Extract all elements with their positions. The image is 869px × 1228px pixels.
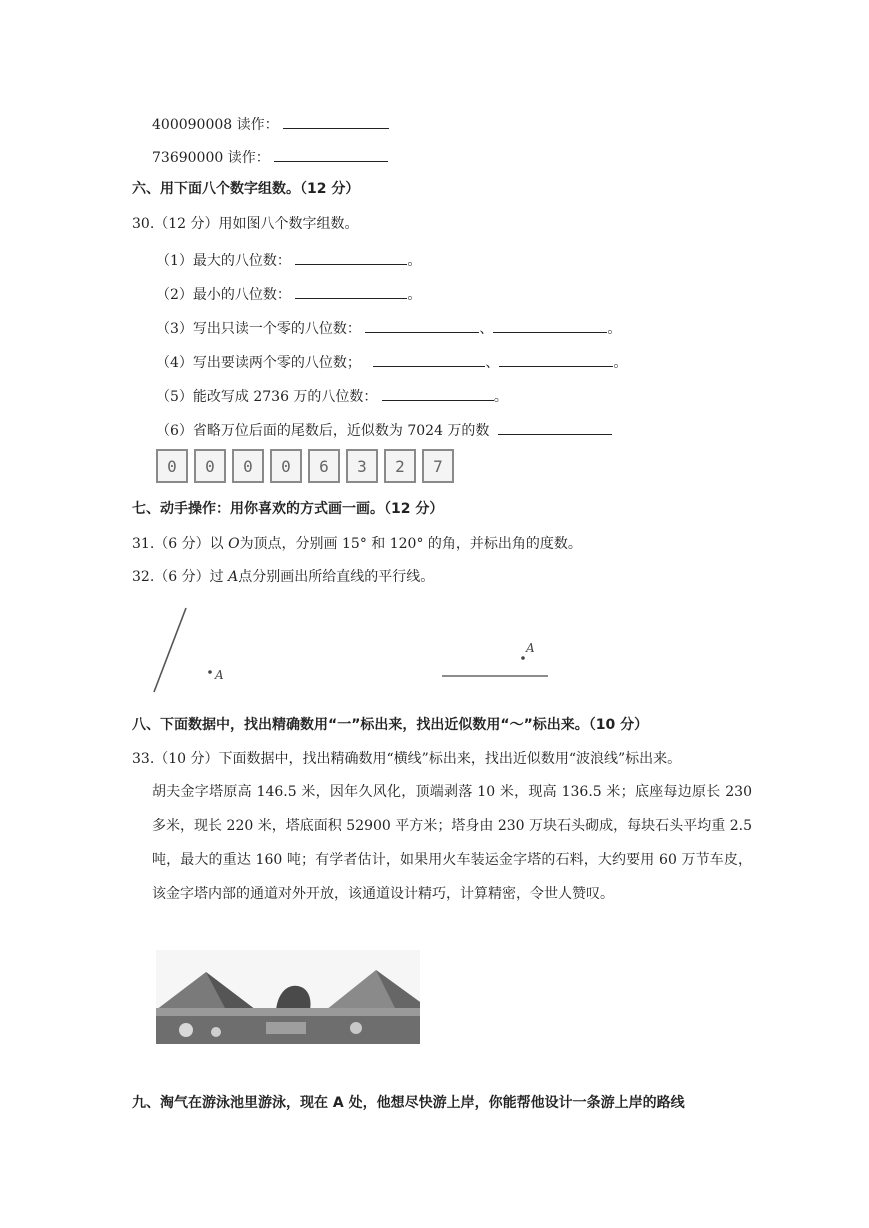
digit-cards <box>156 449 454 483</box>
end-mark: 。 <box>607 321 622 337</box>
section8-heading: 八、下面数据中，找出精确数用“一”标出来，找出近似数用“～”标出来。（10 分） <box>132 717 649 733</box>
q30-sub1 <box>156 250 421 270</box>
answer-blank[interactable] <box>283 114 389 129</box>
sub-label: （4）写出要读两个零的八位数； <box>156 355 361 371</box>
read-label: 读作： <box>227 150 270 166</box>
photo-rock <box>211 1027 221 1037</box>
sub-label: （5）能改写成 2736 万的八位数： <box>156 389 378 405</box>
answer-blank[interactable] <box>382 386 494 401</box>
answer-blank[interactable] <box>274 147 388 162</box>
photo-wall <box>156 1008 420 1016</box>
q31 <box>132 535 582 553</box>
answer-blank[interactable] <box>295 250 407 265</box>
answer-blank[interactable] <box>373 352 485 367</box>
digit-card: 6 <box>308 449 340 483</box>
separator: 、 <box>485 355 500 371</box>
photo-rock <box>179 1023 193 1037</box>
digit-card: 2 <box>384 449 416 483</box>
point-a-right <box>521 656 525 660</box>
end-mark: 。 <box>613 355 628 371</box>
section6-heading: 六、用下面八个数字组数。（12 分） <box>132 181 360 197</box>
number-text: 73690000 <box>152 150 224 166</box>
parallel-lines-figure <box>140 600 580 700</box>
answer-blank[interactable] <box>493 318 607 333</box>
q30-sub2 <box>156 284 421 304</box>
q30-sub6 <box>156 420 612 440</box>
number-text: 400090008 <box>152 117 233 133</box>
point-a-right-label: A <box>526 641 535 655</box>
sub-label: （6）省略万位后面的尾数后，近似数为 7024 万的数 <box>156 423 490 439</box>
q31-suffix: 为顶点，分别画 15° 和 120° 的角，并标出角的度数。 <box>239 536 582 552</box>
answer-blank[interactable] <box>365 318 479 333</box>
pyramid-photo <box>156 950 420 1044</box>
read-item-1 <box>152 114 389 134</box>
end-mark: 。 <box>493 389 508 405</box>
end-mark: 。 <box>407 253 422 269</box>
q31-prefix: 31.（6 分）以 <box>132 536 229 552</box>
photo-ruin <box>266 1022 306 1034</box>
q30-sub5 <box>156 386 508 406</box>
q30-sub4 <box>156 352 627 372</box>
digit-card: 0 <box>270 449 302 483</box>
section9-heading: 九、淘气在游泳池里游泳，现在 A 处，他想尽快游上岸，你能帮他设计一条游上岸的路线 <box>132 1095 685 1111</box>
answer-blank[interactable] <box>295 284 407 299</box>
q32-prefix: 32.（6 分）过 <box>132 569 229 585</box>
q30-stem: 30.（12 分）用如图八个数字组数。 <box>132 216 359 232</box>
sub-label: （3）写出只读一个零的八位数： <box>156 321 361 337</box>
section7-heading: 七、动手操作：用你喜欢的方式画一画。（12 分） <box>132 501 444 517</box>
digit-card: 0 <box>232 449 264 483</box>
digit-card: 0 <box>156 449 188 483</box>
slanted-line <box>154 608 186 692</box>
photo-rock <box>350 1022 362 1034</box>
q33-stem: 33.（10 分）下面数据中，找出精确数用“横线”标出来，找出近似数用“波浪线”标出来。 <box>132 751 682 767</box>
point-a-left <box>208 670 212 674</box>
point-a-left-label: A <box>215 668 224 682</box>
q32-suffix: 点分别画出所给直线的平行线。 <box>238 569 435 585</box>
q32-point: A <box>228 569 239 585</box>
pyramid-paragraph: 胡夫金字塔原高 146.5 米，因年久风化，顶端剥落 10 米，现高 136.5 米；底座每边原长 230 多米，现长 220 米，塔底面积 52900 平方米；塔身由 230 万块石头砌成，每块石头平均重 2.5 吨，最大的重达 160 吨；有学者估计，如果用火车装运金字塔的石料，大约要用 60 万节车皮，该金字塔内部的通道对外开放，该通道设计精巧，计算精密，令世人赞叹。 <box>152 784 752 902</box>
read-item-2 <box>152 147 388 167</box>
q31-point: O <box>228 536 240 552</box>
answer-blank[interactable] <box>498 420 612 435</box>
answer-blank[interactable] <box>499 352 613 367</box>
separator: 、 <box>479 321 494 337</box>
read-label: 读作： <box>236 117 279 133</box>
sub-label: （1）最大的八位数： <box>156 253 291 269</box>
digit-card: 0 <box>194 449 226 483</box>
q30-sub3 <box>156 318 621 338</box>
sub-label: （2）最小的八位数： <box>156 287 291 303</box>
digit-card: 7 <box>422 449 454 483</box>
end-mark: 。 <box>407 287 422 303</box>
digit-card: 3 <box>346 449 378 483</box>
q32 <box>132 568 434 586</box>
